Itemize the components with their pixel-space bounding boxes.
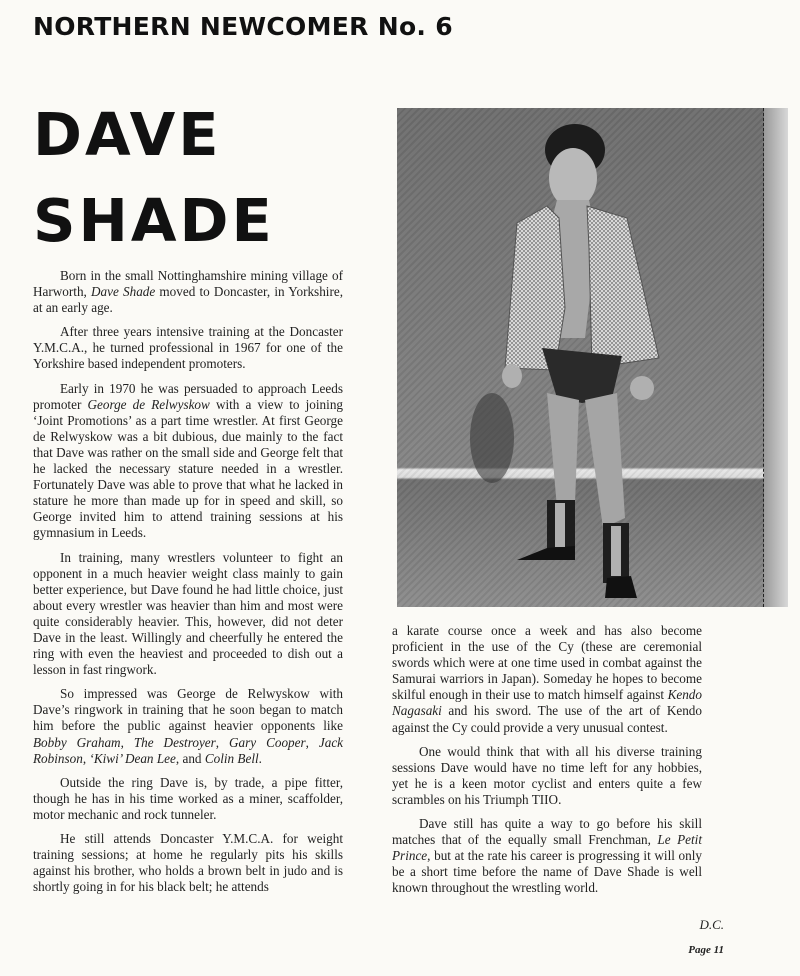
paragraph-heavier-opponents: In training, many wrestlers volunteer to fight an opponent in a much heavier weight class mainly to gain better experience, but Dave found he had little choice, just about every wrestler was heavier than him and most were quite considerably heavier. This, however, did not deter Dave in the least. Willingly and cheerfully he entered the ring with even the heaviest and proceeded to dish out a lesson in fast ringwork. [33,549,343,678]
paragraph-hobbies: One would think that with all his diverse training sessions Dave would have no time left for any hobbies, yet he is a keen motor cyclist and enters quite a few scrambles on his Triumph TIIO. [392,743,702,807]
author-signature: D.C. [699,917,724,932]
paragraph-karate-cy [392,623,702,736]
opponent-name: ‘Kiwi’ Dean Lee [89,750,176,766]
opponent-name: Gary Cooper [229,734,306,750]
text: with a view to joining ‘Joint Promotions’ as a part time wrestler. At first George de Relwyskow was a bit dubious, due mainly to the fact that Dave was rather on the small side and George felt that he lacked the necessary stature needed in a wrestler. Fortunately Dave was able to prove that what he lacked in stature he more than made up for in speed and skill, so George invited him to attend training sessions at his gymnasium in Leeds. [33,396,344,541]
text: Born in the small Nottinghamshire mining village of Harworth, [33,268,343,300]
text: , [120,734,134,750]
name-le-petit-prince: Le Petit Prince [392,832,702,864]
wrestler-photo [397,108,788,607]
paragraph-ymca: He still attends Doncaster Y.M.C.A. for weight training sessions; at home he regularly pits his skills against his brother, who holds a brown belt in judo and is shortly going in for his black belt; he attends [33,831,343,895]
text: , [215,734,230,750]
series-kicker: NORTHERN NEWCOMER No. 6 [33,12,453,41]
paragraph-opponents-list [33,686,343,766]
text: Dave still has quite a way to go before his skill matches that of the equally small Frenchman, [392,816,702,848]
article-column-left [33,268,343,903]
text: , and [175,750,205,766]
text: moved to Doncaster, in Yorkshire, at an early age. [33,284,343,316]
paragraph-relwyskow [33,381,343,542]
text: . [258,750,262,766]
opponent-name: Jack Robinson [33,734,344,766]
opponent-name: Bobby Graham [33,734,121,750]
paragraph-outlook [392,816,702,896]
text: and his sword. The use of the art of Kendo against the Cy could provide a very unusual contest. [392,703,702,735]
page-number: Page 11 [688,944,724,956]
opponent-name: The Destroyer [133,734,216,750]
paragraph-training: After three years intensive training at the Doncaster Y.M.C.A., he turned professional in 1967 for one of the Yorkshire based independent promoters. [33,324,343,372]
text: , [82,750,90,766]
name-dave-shade: Dave Shade [91,284,156,300]
article-column-right [392,623,702,905]
paragraph-trade: Outside the ring Dave is, by trade, a pipe fitter, though he has in his time worked as a miner, scaffolder, motor mechanic and rock tunneler. [33,774,343,822]
name-george-de-relwyskow: George de Relwyskow [87,396,210,412]
text: So impressed was George de Relwyskow with Dave’s ringwork in training that he soon began to match him before the public against heavier opponents like [33,686,343,734]
article-headline [33,92,275,264]
name-kendo-nagasaki: Kendo Nagasaki [392,687,702,719]
text: a karate course once a week and has also become proficient in the use of the Cy (these are ceremonial swords which were at one time used in combat against the Samurai warriors in Japan). Someday he hopes to become skilful enough in their use to match himself against [392,623,702,703]
text: , [305,734,319,750]
wrestler-figure-icon [397,108,788,607]
text: Early in 1970 he was persuaded to approach Leeds promoter [33,380,343,412]
text: , but at the rate his career is progressing it will only be a short time before the name of Dave Shade is well known throughout the wrestling world. [392,848,702,896]
opponent-name: Colin Bell [204,750,259,766]
headline-first-name: DAVE [33,100,222,169]
headline-last-name: SHADE [33,186,275,255]
paragraph-origin [33,268,343,316]
